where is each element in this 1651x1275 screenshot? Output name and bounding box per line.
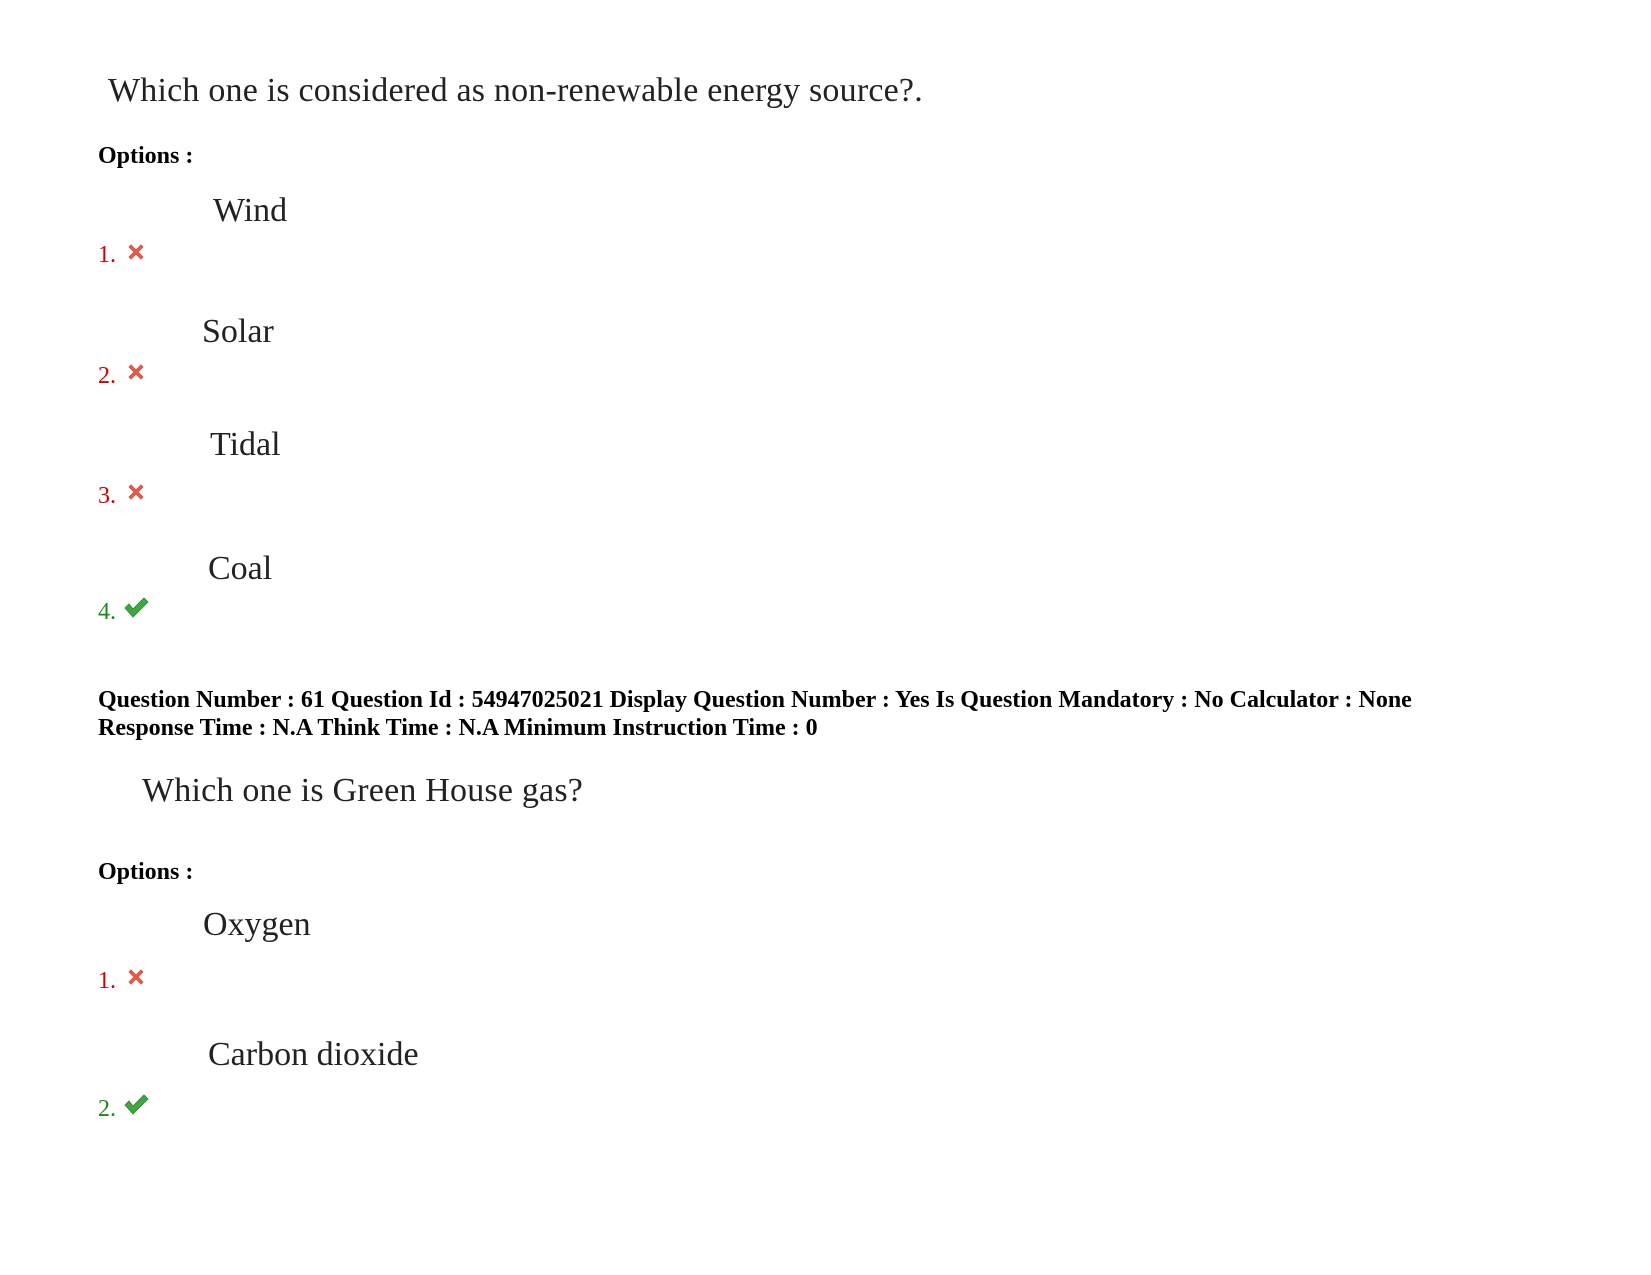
question-text: Which one is considered as non-renewable energy source?. xyxy=(108,72,923,109)
cross-icon xyxy=(124,240,148,264)
option-text: Oxygen xyxy=(203,906,311,943)
options-label: Options : xyxy=(98,859,194,885)
cross-icon xyxy=(124,480,148,504)
option-number: 1. xyxy=(98,968,116,994)
question-text: Which one is Green House gas? xyxy=(142,772,584,809)
question-meta-line: Question Number : 61 Question Id : 54947025021 Display Question Number : Yes Is Question Mandatory : No Calculator : None xyxy=(98,687,1412,713)
option-text: Carbon dioxide xyxy=(208,1036,419,1073)
option-number: 2. xyxy=(98,363,116,389)
check-icon xyxy=(122,594,150,622)
option-number: 4. xyxy=(98,599,116,625)
option-text: Wind xyxy=(213,192,288,229)
option-number: 3. xyxy=(98,483,116,509)
check-icon xyxy=(122,1091,150,1119)
option-number: 1. xyxy=(98,242,116,268)
option-text: Tidal xyxy=(210,426,281,463)
question-meta xyxy=(98,686,1598,742)
cross-icon xyxy=(124,360,148,384)
cross-icon xyxy=(124,965,148,989)
question-meta-line: Response Time : N.A Think Time : N.A Minimum Instruction Time : 0 xyxy=(98,715,818,741)
option-text: Coal xyxy=(208,550,273,587)
option-text: Solar xyxy=(202,313,274,350)
options-label: Options : xyxy=(98,143,194,169)
option-number: 2. xyxy=(98,1096,116,1122)
